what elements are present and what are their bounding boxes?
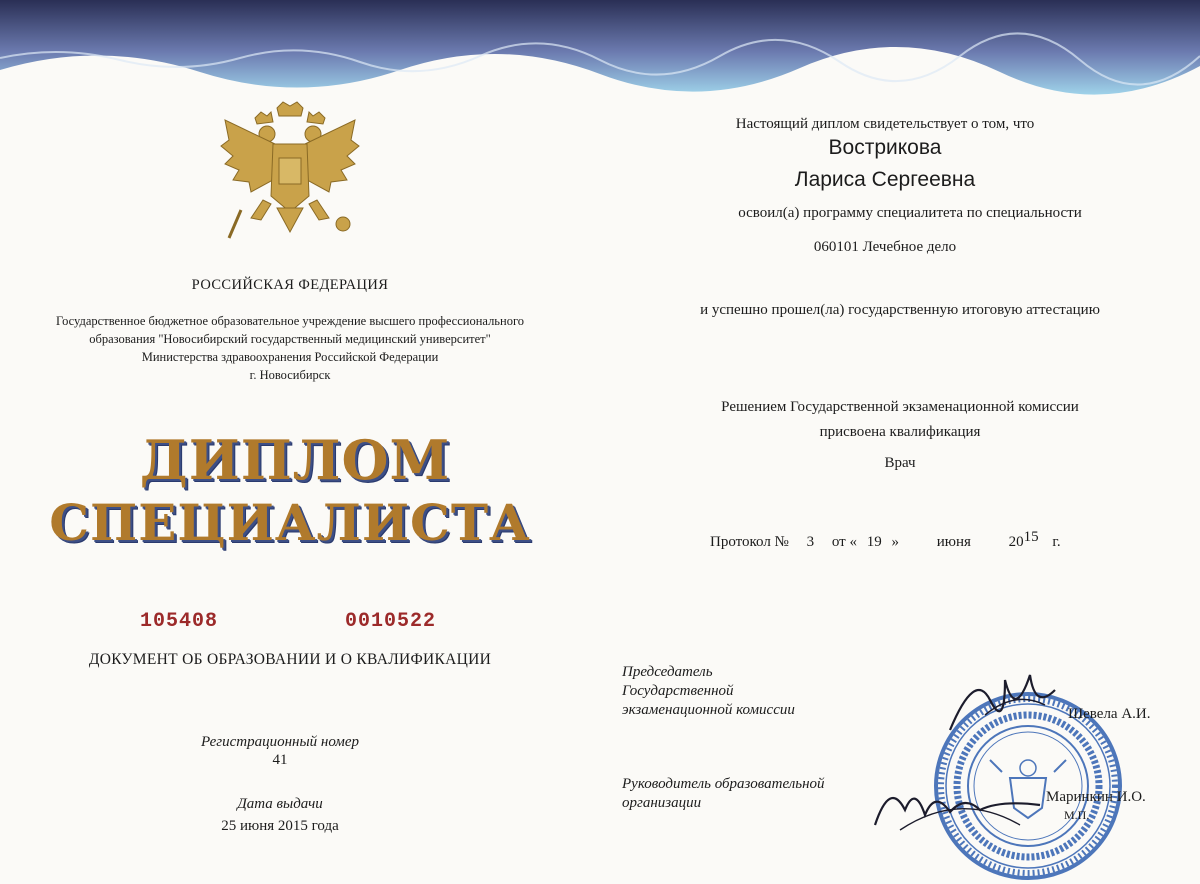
attestation-text: и успешно прошел(ла) государственную итоговую аттестацию [700, 302, 1100, 318]
country-name: РОССИЙСКАЯ ФЕДЕРАЦИЯ [191, 277, 389, 293]
registration-label: Регистрационный номер [200, 734, 359, 750]
chair-label [622, 663, 862, 720]
head-name: Маринкин И.О. [1046, 789, 1146, 805]
institution-line: образования "Новосибирский государственный медицинский университет" [89, 332, 491, 346]
graduate-given-names: Лариса Сергеевна [794, 168, 976, 191]
document-type: ДОКУМЕНТ ОБ ОБРАЗОВАНИИ И О КВАЛИФИКАЦИИ [88, 651, 492, 668]
protocol-number: 3 [806, 534, 815, 550]
chair-label-line: Председатель [622, 664, 713, 680]
seal-mark: М.П. [1064, 808, 1090, 822]
decision-line2: присвоена квалификация [819, 424, 981, 440]
head-label-line: организации [622, 795, 702, 811]
serial-series: 105408 [140, 610, 219, 633]
protocol-year-prefix: 20 [1008, 534, 1024, 550]
serial-number: 0010522 [345, 610, 437, 633]
head-signature [870, 770, 1050, 840]
chair-signature [945, 660, 1065, 740]
head-label [622, 775, 882, 813]
diploma-title-line1: ДИПЛОМ [139, 428, 451, 492]
specialty: 060101 Лечебное дело [813, 239, 957, 255]
institution-block [25, 312, 555, 384]
protocol-close-quote: » [891, 534, 899, 550]
program-text: освоил(а) программу специалитета по специальности [738, 205, 1082, 221]
decorative-top-band [0, 0, 1200, 95]
protocol-label: Протокол № [710, 534, 789, 550]
protocol-day: 19 [866, 534, 882, 550]
graduate-surname: Вострикова [828, 136, 942, 159]
chair-label-line: Государственной [622, 683, 734, 699]
decision-line1: Решением Государственной экзаменационной комиссии [721, 399, 1079, 415]
registration-number: 41 [272, 752, 288, 768]
protocol-month: июня [936, 534, 971, 550]
chair-name: Шевела А.И. [1068, 706, 1151, 722]
protocol-from-label: от « [831, 534, 857, 550]
intro-text: Настоящий диплом свидетельствует о том, что [735, 116, 1035, 132]
head-label-line: Руководитель образовательной [622, 776, 825, 792]
protocol-year-abbr: г. [1052, 534, 1061, 550]
institution-line: Государственное бюджетное образовательное учреждение высшего профессионального [55, 314, 525, 328]
institution-line: г. Новосибирск [249, 368, 331, 382]
qualification: Врач [884, 455, 916, 471]
diploma-title-line2: СПЕЦИАЛИСТА [49, 493, 531, 552]
issue-date-label: Дата выдачи [237, 796, 323, 812]
institution-line: Министерства здравоохранения Российской Федерации [141, 350, 439, 364]
issue-date: 25 июня 2015 года [221, 818, 339, 834]
double-headed-eagle-emblem [215, 100, 365, 250]
protocol-line [650, 529, 1150, 551]
chair-label-line: экзаменационной комиссии [622, 702, 795, 718]
protocol-year-suffix: 15 [1023, 529, 1039, 545]
